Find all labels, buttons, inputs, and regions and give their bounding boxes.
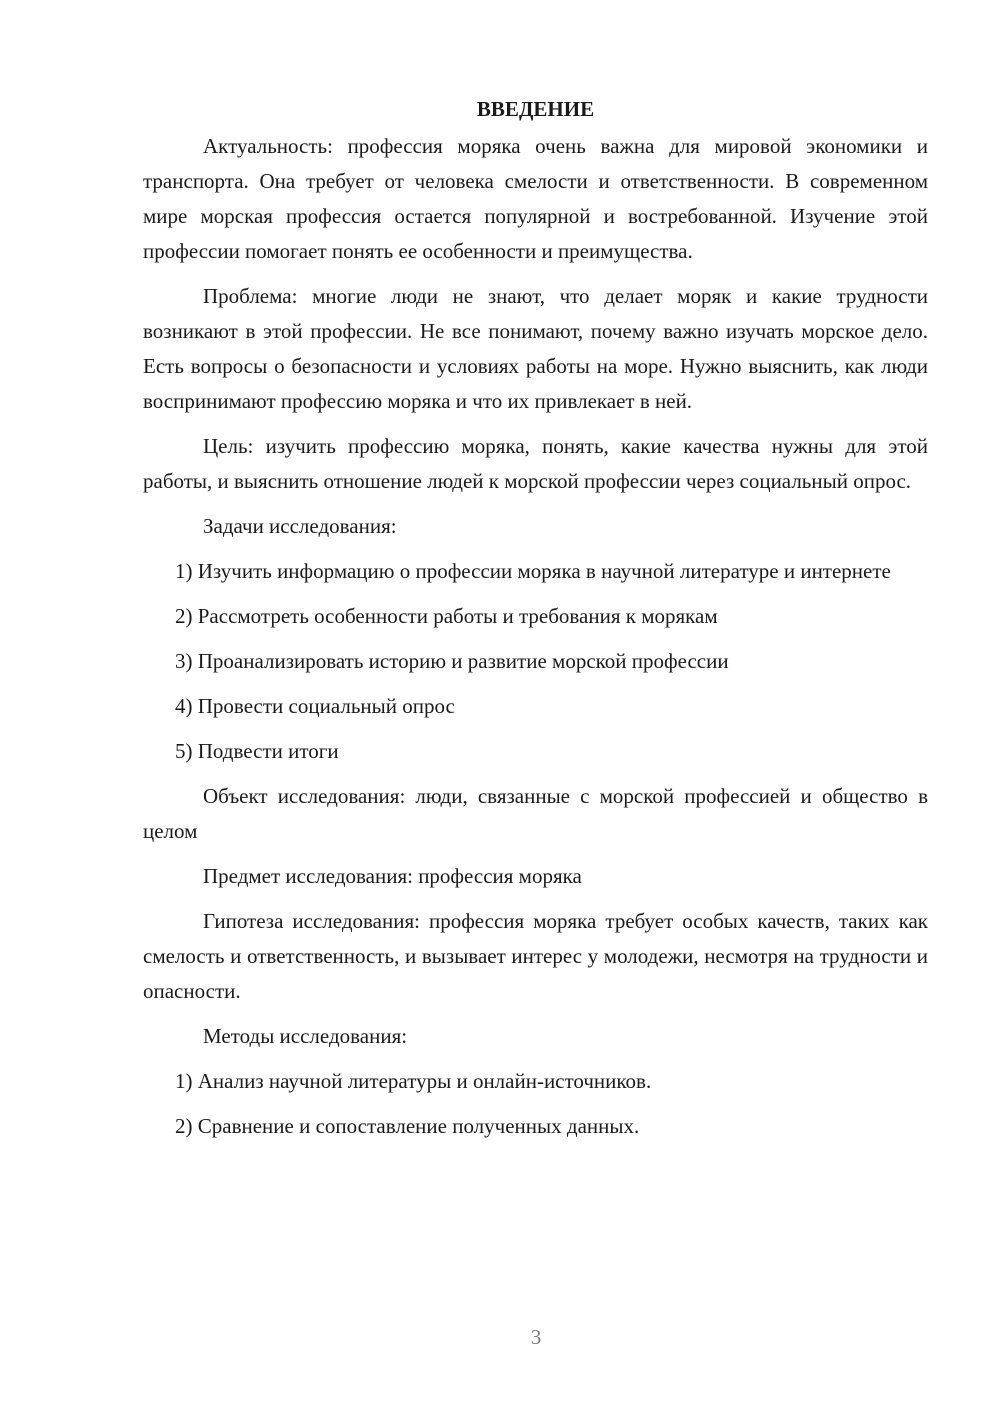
- method-item: 1) Анализ научной литературы и онлайн-источников.: [175, 1069, 652, 1093]
- tasks-heading: Задачи исследования:: [203, 514, 397, 538]
- section-title: ВВЕДЕНИЕ: [476, 97, 595, 121]
- method-item: 2) Сравнение и сопоставление полученных данных.: [175, 1114, 640, 1138]
- task-item: 2) Рассмотреть особенности работы и требования к морякам: [175, 604, 718, 628]
- subject-paragraph: Предмет исследования: профессия моряка: [203, 864, 582, 888]
- document-page: [143, 92, 928, 1154]
- object-paragraph: Объект исследования: люди, связанные с морской профессией и общество в целом: [143, 784, 928, 843]
- hypothesis-paragraph: Гипотеза исследования: профессия моряка требует особых качеств, таких как смелость и ответственность, и вызывает интерес у молодежи, несмотря на трудности и опасности.: [143, 909, 928, 1003]
- goal-paragraph: Цель: изучить профессию моряка, понять, какие качества нужны для этой работы, и выяснить отношение людей к морской профессии через социальный опрос.: [143, 434, 928, 493]
- task-item: 1) Изучить информацию о профессии моряка в научной литературе и интернете: [175, 559, 891, 583]
- task-item: 4) Провести социальный опрос: [175, 694, 455, 718]
- task-item: 3) Проанализировать историю и развитие морской профессии: [175, 649, 729, 673]
- methods-heading: Методы исследования:: [203, 1024, 408, 1048]
- page-number: 3: [530, 1325, 542, 1349]
- problem-paragraph: Проблема: многие люди не знают, что делает моряк и какие трудности возникают в этой профессии. Не все понимают, почему важно изучать морское дело. Есть вопросы о безопасности и условиях работы на море. Нужно выяснить, как люди воспринимают профессию моряка и что их привлекает в ней.: [143, 284, 928, 413]
- task-item: 5) Подвести итоги: [175, 739, 339, 763]
- relevance-paragraph: Актуальность: профессия моряка очень важна для мировой экономики и транспорта. Она требует от человека смелости и ответственности. В современном мире морская профессия остается популярной и востребованной. Изучение этой профессии помогает понять ее особенности и преимущества.: [143, 134, 928, 263]
